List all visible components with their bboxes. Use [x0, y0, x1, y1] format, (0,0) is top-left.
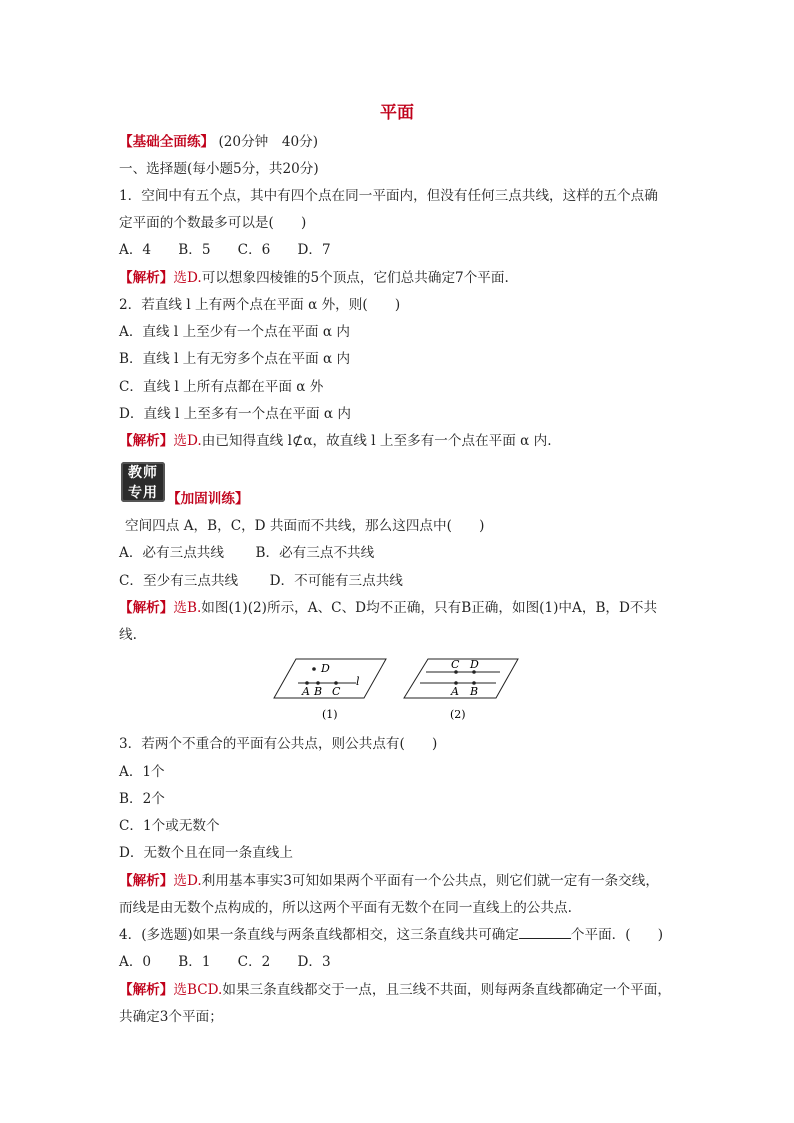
label-b-1: B [314, 685, 323, 698]
label-d-2: D [470, 658, 479, 671]
part-heading: 一、选择题(每小题5分，共20分) [119, 161, 319, 177]
extra-analysis-line1 [119, 598, 657, 618]
label-b-2: B [470, 685, 479, 698]
q1-stem-line1: 1．空间中有五个点，其中有四个点在同一平面内，但没有任何三点共线，这样的五个点确 [119, 188, 658, 204]
analysis-label: 【解析】 [119, 982, 174, 998]
q2-option-c: C．直线 l 上所有点都在平面 α 外 [119, 379, 324, 395]
answer-blank [519, 925, 571, 939]
plane-figures [270, 655, 525, 725]
analysis-label: 【解析】 [119, 433, 174, 449]
analysis-answer: 选B. [173, 600, 202, 616]
q3-option-d: D．无数个且在同一条直线上 [119, 845, 294, 861]
q4-analysis-line2: 共确定3个平面； [119, 1009, 223, 1025]
q3-option-a: A．1个 [119, 764, 165, 780]
q2-analysis [119, 431, 552, 451]
caption-1: (1) [322, 708, 338, 721]
label-a-2: A [451, 685, 459, 698]
q4-analysis-line1 [119, 980, 671, 1000]
caption-2: (2) [450, 708, 466, 721]
q3-analysis-line2: 而线是由无数个点构成的，所以这两个平面有无数个在同一直线上的公共点. [119, 900, 572, 916]
q4-stem [119, 925, 663, 945]
extra-options-ab: A．必有三点共线 B．必有三点不共线 [119, 545, 375, 561]
extra-analysis-line2: 线. [119, 627, 137, 643]
analysis-text: 如图(1)(2)所示，A、C、D均不正确，只有B正确，如图(1)中A，B，D不共 [201, 600, 658, 616]
analysis-label: 【解析】 [119, 600, 174, 616]
analysis-answer: 选D. [173, 873, 202, 889]
section-header [119, 132, 318, 152]
label-l: l [356, 675, 360, 688]
page-title: 平面 [380, 103, 414, 123]
analysis-text: 利用基本事实3可知如果两个平面有一个公共点，则它们就一定有一条交线， [201, 873, 659, 889]
badge-line2: 专用 [128, 485, 158, 501]
q2-option-a: A．直线 l 上至少有一个点在平面 α 内 [119, 324, 350, 340]
q2-option-d: D．直线 l 上至多有一个点在平面 α 内 [119, 406, 352, 422]
teacher-only-badge [121, 462, 165, 502]
label-a-1: A [302, 685, 310, 698]
q3-option-c: C．1个或无数个 [119, 818, 220, 834]
q2-option-b: B．直线 l 上有无穷多个点在平面 α 内 [119, 351, 351, 367]
plane-1 [274, 659, 386, 698]
q2-stem: 2．若直线 l 上有两个点在平面 α 外，则( ) [119, 297, 401, 313]
section-time: (20分钟 40分) [218, 134, 319, 150]
q3-option-b: B．2个 [119, 791, 165, 807]
analysis-text: 如果三条直线都交于一点，且三线不共面，则每两条直线都确定一个平面， [222, 982, 671, 998]
badge-line1: 教师 [128, 465, 158, 481]
q4-stem-pre: 4．(多选题)如果一条直线与两条直线都相交，这三条直线共可确定 [119, 927, 519, 943]
analysis-answer: 选D. [173, 270, 202, 286]
analysis-answer: 选D. [173, 433, 202, 449]
point-d-1 [312, 667, 316, 671]
q1-stem-line2: 定平面的个数最多可以是( ) [119, 215, 307, 231]
q1-analysis [119, 268, 509, 288]
label-d-1: D [321, 662, 330, 675]
q4-stem-post: 个平面．( ) [570, 927, 664, 943]
q1-options: A．4 B．5 C．6 D．7 [119, 242, 331, 258]
section-label: 【基础全面练】 [119, 134, 215, 150]
q4-options: A．0 B．1 C．2 D．3 [119, 954, 331, 970]
extra-practice-label: 【加固训练】 [167, 491, 249, 507]
analysis-label: 【解析】 [119, 873, 174, 889]
q3-stem: 3．若两个不重合的平面有公共点，则公共点有( ) [119, 736, 438, 752]
label-c-1: C [332, 685, 341, 698]
analysis-text: 由已知得直线 l⊄α，故直线 l 上至多有一个点在平面 α 内. [201, 433, 552, 449]
analysis-answer: 选BCD. [173, 982, 223, 998]
analysis-text: 可以想象四棱锥的5个顶点，它们总共确定7个平面. [201, 270, 509, 286]
extra-options-cd: C．至少有三点共线 D．不可能有三点共线 [119, 573, 403, 589]
label-c-2: C [451, 658, 460, 671]
analysis-label: 【解析】 [119, 270, 174, 286]
plane-2 [404, 659, 518, 698]
extra-stem: 空间四点 A，B，C，D 共面而不共线，那么这四点中( ) [125, 518, 485, 534]
q3-analysis-line1 [119, 871, 659, 891]
